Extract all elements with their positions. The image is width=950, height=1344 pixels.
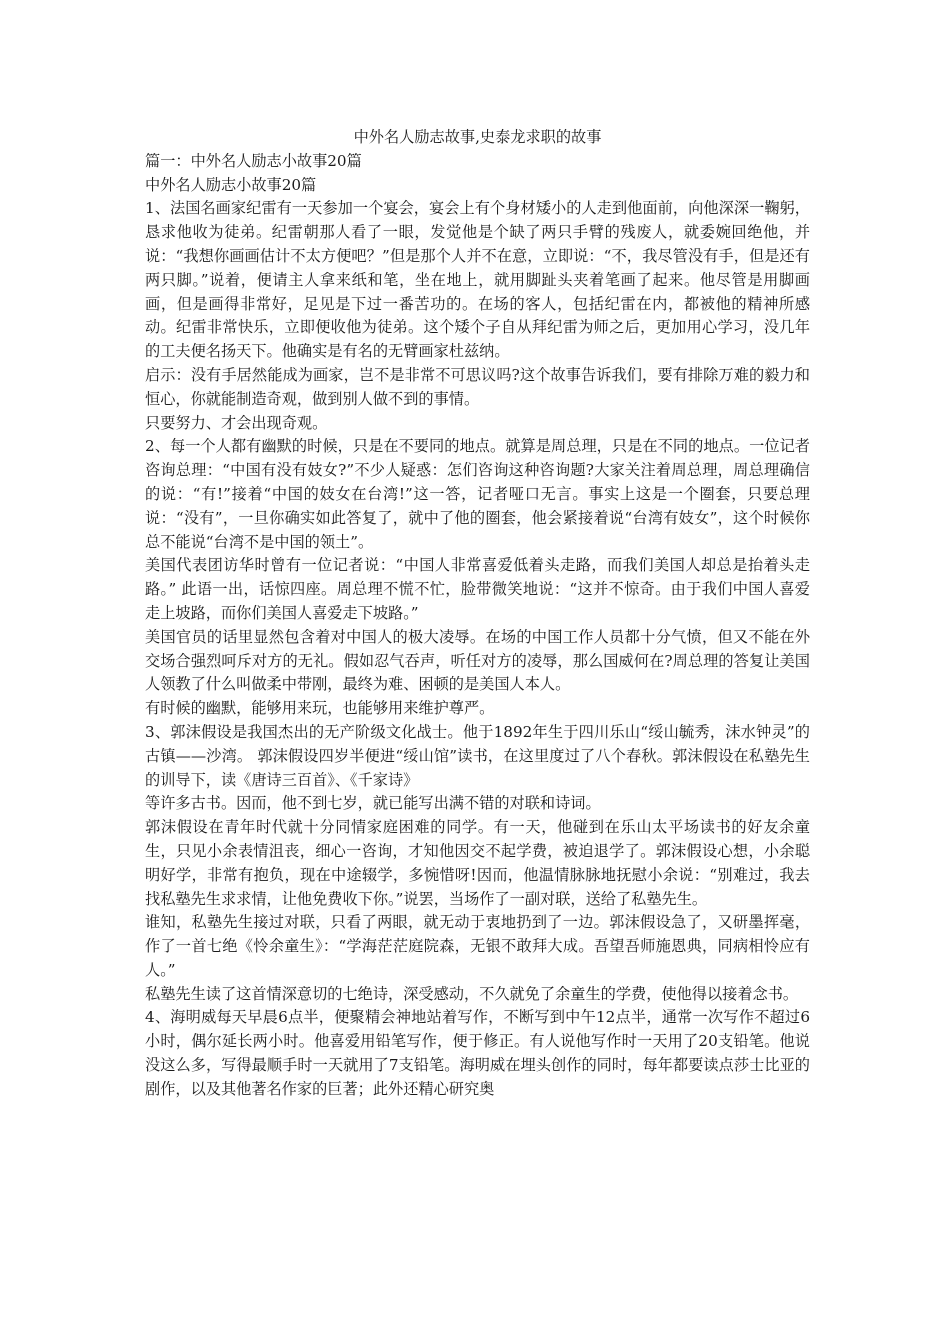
paragraph: 有时候的幽默，能够用来玩，也能够用来维护尊严。	[145, 699, 495, 718]
paragraph: 等许多古书。因而，他不到七岁，就已能写出满不错的对联和诗词。	[145, 794, 601, 813]
paragraph: 私塾先生读了这首情深意切的七绝诗，深受感动，不久就免了余童生的学费，使他得以接着念书。	[145, 984, 799, 1003]
paragraph: 4、海明威每天早晨6点半，便聚精会神地站着写作，不断写到中午12点半，通常一次写作不超过6小时，偶尔延长两小时。他喜爱用铅笔写作，便于修正。有人说他写作时一天用了20支铅笔。他说没这么多，写得最顺手时一天就用了7支铅笔。海明威在埋头创作的同时，每年都要读点莎士比亚的剧作，以及其他著名作家的巨著；此外还精心研究奥	[145, 1008, 810, 1098]
paragraph: 2、每一个人都有幽默的时候，只是在不要同的地点。就算是周总理，只是在不同的地点。一位记者咨询总理：“中国有没有妓女?”不少人疑惑：怎们咨询这种咨询题?大家关注着周总理，周总理确信的说：“有!”接着“中国的妓女在台湾!”这一答，记者哑口无言。事实上这是一个圈套，只要总理说：“没有”，一旦你确实如此答复了，就中了他的圈套，他会紧接着说“台湾有妓女”，这个时候你总不能说“台湾不是中国的领土”。	[145, 437, 810, 551]
paragraph: 启示：没有手居然能成为画家，岂不是非常不可思议吗?这个故事告诉我们，要有排除万难的毅力和恒心，你就能制造奇观，做到别人做不到的事情。	[145, 365, 810, 408]
paragraph: 美国代表团访华时曾有一位记者说：“中国人非常喜爱低着头走路，而我们美国人却总是抬着头走路。” 此语一出，话惊四座。周总理不慌不忙，脸带微笑地说：“这并不惊奇。由于我们中国人喜爱走上坡路，而你们美国人喜爱走下坡路。”	[145, 556, 810, 622]
paragraph: 只要努力、才会出现奇观。	[145, 413, 328, 432]
paragraph: 篇一：中外名人励志小故事20篇	[145, 151, 362, 170]
document-body	[145, 126, 810, 1102]
paragraph: 1、法国名画家纪雷有一天参加一个宴会，宴会上有个身材矮小的人走到他面前，向他深深一鞠躬，恳求他收为徒弟。纪雷朝那人看了一眼，发觉他是个缺了两只手臂的残废人，就委婉回绝他，并说：“我想你画画估计不太方便吧？”但是那个人并不在意，立即说：“不，我尽管没有手，但是还有两只脚。”说着，便请主人拿来纸和笔，坐在地上，就用脚趾头夹着笔画了起来。他尽管是用脚画画，但是画得非常好，足见是下过一番苦功的。在场的客人，包括纪雷在内，都被他的精神所感动。纪雷非常快乐，立即便收他为徒弟。这个矮个子自从拜纪雷为师之后，更加用心学习，没几年的工夫便名扬天下。他确实是有名的无臂画家杜兹纳。	[145, 199, 810, 361]
paragraph: 美国官员的话里显然包含着对中国人的极大凌辱。在场的中国工作人员都十分气愤，但又不能在外交场合强烈呵斥对方的无礼。假如忍气吞声，听任对方的凌辱，那么国威何在?周总理的答复让美国人领教了什么叫做柔中带刚，最终为难、困顿的是美国人本人。	[145, 627, 810, 694]
document-title: 中外名人励志故事,史泰龙求职的故事	[353, 128, 602, 146]
paragraph: 中外名人励志小故事20篇	[145, 175, 317, 194]
paragraph: 谁知，私塾先生接过对联，只看了两眼，就无动于衷地扔到了一边。郭沫假设急了，又研墨挥毫，作了一首七绝《怜余童生》：“学海茫茫庭院森，无银不敢拜大成。吾望吾师施恩典，同病相怜应有人。”	[145, 913, 810, 979]
paragraph: 3、郭沫假设是我国杰出的无产阶级文化战士。他于1892年生于四川乐山“绥山毓秀，沫水钟灵”的古镇——沙湾。 郭沫假设四岁半便进“绥山馆”读书，在这里度过了八个春秋。郭沫假设在私塾先生的训导下，读《唐诗三百首》、《千家诗》	[145, 722, 810, 789]
paragraph: 郭沫假设在青年时代就十分同情家庭困难的同学。有一天，他碰到在乐山太平场读书的好友余童生，只见小余表情沮丧，细心一咨询，才知他因交不起学费，被迫退学了。郭沫假设心想，小余聪明好学，非常有抱负，现在中途辍学，多惋惜呀!因而，他温情脉脉地抚慰小余说：“别难过，我去找私塾先生求求情，让他免费收下你。”说罢，当场作了一副对联，送给了私塾先生。	[145, 818, 810, 908]
